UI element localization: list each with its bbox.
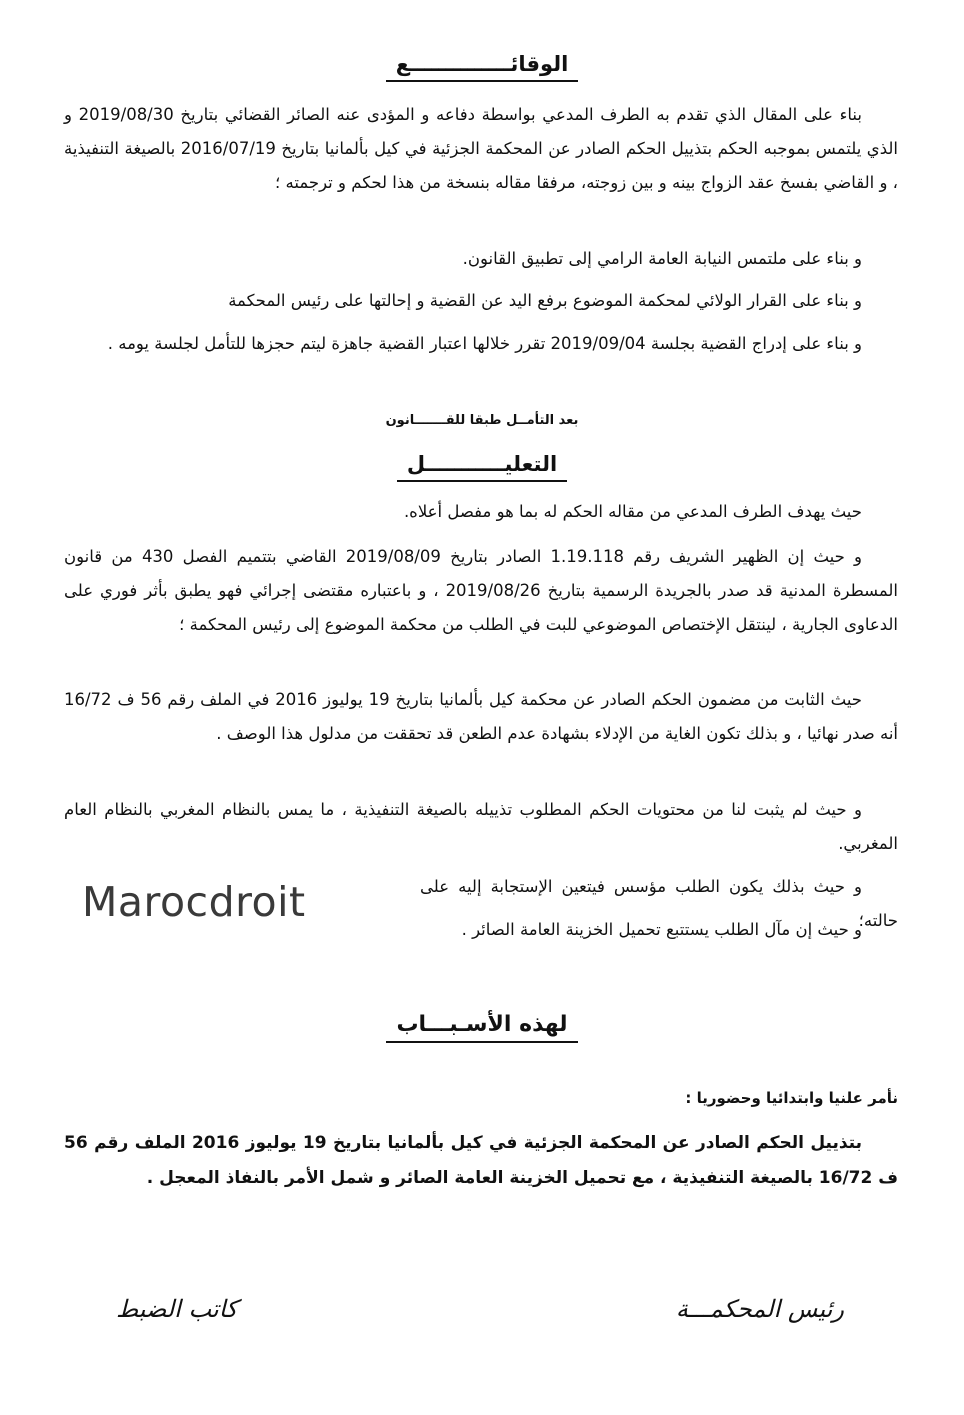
for-these-reasons-heading (0, 1012, 964, 1037)
reasoning-paragraph-6: و حيث إن مآل الطلب يستتبع تحميل الخزينة العامة الصائر . (461, 920, 862, 939)
court-president-signature: رئيس المحكمـــة (675, 1295, 844, 1323)
after-deliberation-heading: بعد التأمــل طبقا للقـــــــانون (385, 413, 579, 428)
reasoning-paragraph-3: حيث الثابت من مضمون الحكم الصادر عن محكمة كيل بألمانيا بتاريخ 19 يوليوز 2016 في الملف رقم 56 ف 16/72 أنه صدر نهائيا ، و بذلك تكون الغاية من الإدلاء بشهادة عدم الطعن قد تحققت من مدلول هذا الوصف . (64, 690, 898, 743)
ruling-order-line: نأمر علنيا وابتدائيا وحضوريا : (685, 1089, 898, 1107)
facts-heading (0, 52, 964, 76)
facts-heading-text: الوقائــــــــــــــع (386, 52, 579, 82)
reasoning-heading-text: التعليـــــــــــل (397, 452, 567, 482)
reasoning-paragraph-1: حيث يهدف الطرف المدعي من مقاله الحكم له بما هو مفصل أعلاه. (403, 502, 862, 521)
facts-paragraph-2: و بناء على ملتمس النيابة العامة الرامي إلى تطبيق القانون. (462, 249, 862, 268)
reasoning-paragraph-2: و حيث إن الظهير الشريف رقم 1.19.118 الصادر بتاريخ 2019/08/09 القاضي بتتميم الفصل 430 من قانون المسطرة المدنية قد صدر بالجريدة الرسمية بتاريخ 2019/08/26 ، و باعتباره مقتضى إجرائي فهو يطبق بأثر فوري على الدعاوى الجارية ، لينتقل الإختصاص الموضوعي للبت في الطلب من محكمة الموضوع إلى رئيس المحكمة ؛ (64, 547, 898, 634)
for-these-reasons-heading-text: لهذه الأسـبـــاب (386, 1012, 577, 1043)
marocdroit-watermark: Marocdroit (82, 878, 306, 926)
facts-paragraph-3: و بناء على القرار الولائي لمحكمة الموضوع برفع اليد عن القضية و إحالتها على رئيس المحكمة (228, 291, 862, 310)
facts-paragraph-4: و بناء على إدراج القضية بجلسة 2019/09/04 تقرر خلالها اعتبار القضية جاهزة ليتم حجزها للتأمل لجلسة يومه . (107, 334, 862, 353)
reasoning-heading (0, 452, 964, 476)
court-clerk-signature: كاتب الضبط (116, 1295, 238, 1323)
reasoning-paragraph-5: و حيث بذلك يكون الطلب مؤسس فيتعين الإستجابة إليه على حالته؛ (420, 877, 898, 930)
reasoning-paragraph-4: و حيث لم يثبت لنا من محتويات الحكم المطلوب تذييله بالصيغة التنفيذية ، ما يمس بالنظام المغربي بالنظام العام المغربي. (64, 800, 898, 853)
ruling-verdict: بتذييل الحكم الصادر عن المحكمة الجزئية في كيل بألمانيا بتاريخ 19 يوليوز 2016 الملف رقم 56 ف 16/72 بالصيغة التنفيذية ، مع تحميل الخزينة العامة الصائر و شمل الأمر بالنفاذ المعجل . (64, 1133, 898, 1188)
facts-paragraph-1: بناء على المقال الذي تقدم به الطرف المدعي بواسطة دفاعه و المؤدى عنه الصائر القضائي بتاريخ 2019/08/30 و الذي يلتمس بموجبه الحكم بتذييل الحكم الصادر عن المحكمة الجزئية في كيل بألمانيا بتاريخ 2016/07/19 بالصيغة التنفيذية ، و القاضي بفسخ عقد الزواج بينه و بين زوجته، مرفقا مقاله بنسخة من هذا لحكم و ترجمته ؛ (64, 105, 898, 192)
